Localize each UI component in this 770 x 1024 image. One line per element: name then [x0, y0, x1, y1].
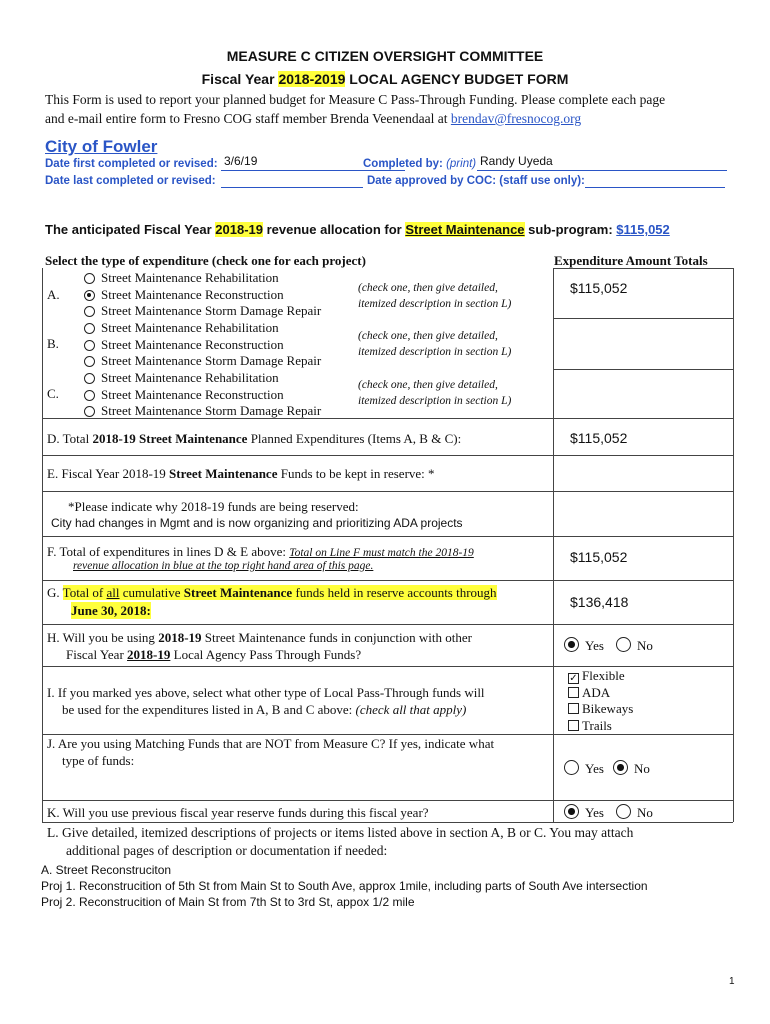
- row-k-label: K. Will you use previous fiscal year reserve funds during this fiscal year?: [47, 805, 429, 820]
- radio-icon[interactable]: [564, 760, 579, 775]
- radio-icon[interactable]: [84, 323, 95, 334]
- option-rehabilitation[interactable]: Street Maintenance Rehabilitation: [84, 370, 321, 387]
- radio-icon[interactable]: [84, 406, 95, 417]
- group-a-letter: A.: [47, 287, 60, 302]
- form-title: MEASURE C CITIZEN OVERSIGHT COMMITTEE: [226, 48, 544, 64]
- group-c-note: (check one, then give detailed, itemized description in section L): [358, 379, 512, 407]
- expenditure-type-header: Select the type of expenditure (check one for each project): [45, 253, 366, 268]
- row-h-yes[interactable]: Yes: [564, 637, 604, 654]
- radio-selected-icon[interactable]: [613, 760, 628, 775]
- row-f-note: revenue allocation in blue at the top right hand area of this page.: [73, 560, 374, 572]
- row-h-no[interactable]: No: [616, 637, 653, 654]
- table-right-border: [733, 268, 734, 822]
- reserve-note: *Please indicate why 2018-19 funds are being reserved:: [68, 499, 359, 514]
- option-reconstruction[interactable]: Street Maintenance Reconstruction: [84, 387, 321, 404]
- description-line: Proj 2. Reconstrucition of Main St from 7th St to 3rd St, appox 1/2 mile: [41, 895, 415, 909]
- row-f-label: F. Total of expenditures in lines D & E above: Total on Line F must match the 2018-19: [47, 544, 474, 559]
- radio-selected-icon[interactable]: [84, 290, 95, 301]
- column-divider: [553, 268, 554, 822]
- row-h-label: H. Will you be using 2018-19 Street Maintenance funds in conjunction with other Fiscal Year 2018-19 Local Agency Pass Through Funds?: [47, 630, 472, 662]
- radio-selected-icon[interactable]: [564, 637, 579, 652]
- checkbox-icon[interactable]: [568, 720, 579, 731]
- radio-icon[interactable]: [84, 373, 95, 384]
- group-c-letter: C.: [47, 386, 59, 401]
- row-i-checkboxes: [568, 668, 633, 734]
- option-rehabilitation[interactable]: Street Maintenance Rehabilitation: [84, 270, 321, 287]
- check-ada[interactable]: ADA: [568, 685, 633, 702]
- option-storm-damage[interactable]: Street Maintenance Storm Damage Repair: [84, 303, 321, 320]
- description-line: A. Street Reconstruciton: [41, 863, 172, 877]
- radio-icon[interactable]: [84, 390, 95, 401]
- checkbox-checked-icon[interactable]: ✓: [569, 673, 578, 684]
- option-storm-damage[interactable]: Street Maintenance Storm Damage Repair: [84, 353, 321, 370]
- radio-icon[interactable]: [84, 340, 95, 351]
- row-g-date: June 30, 2018:: [71, 603, 151, 618]
- check-trails[interactable]: Trails: [568, 718, 633, 735]
- row-g-amount[interactable]: $136,418: [570, 594, 629, 610]
- group-c-options: [84, 370, 321, 420]
- radio-icon[interactable]: [84, 306, 95, 317]
- description-line: Proj 1. Reconstrucition of 5th St from Main St to South Ave, approx 1mile, including parts of South Ave intersection: [41, 879, 648, 893]
- radio-icon[interactable]: [84, 273, 95, 284]
- date-last-field[interactable]: [221, 173, 363, 188]
- row-d-label: D. Total 2018-19 Street Maintenance Planned Expenditures (Items A, B & C):: [47, 431, 462, 446]
- group-b-options: [84, 320, 321, 370]
- completed-by-label: Completed by: (print): [363, 158, 477, 170]
- city-name: City of Fowler: [45, 137, 158, 156]
- reserve-answer[interactable]: City had changes in Mgmt and is now organizing and prioritizing ADA projects: [51, 516, 463, 530]
- date-approved-field[interactable]: [585, 173, 725, 188]
- group-a-note: (check one, then give detailed, itemized description in section L): [358, 282, 512, 310]
- radio-icon[interactable]: [616, 637, 631, 652]
- checkbox-icon[interactable]: [568, 687, 579, 698]
- email-link[interactable]: brendav@fresnocog.org: [450, 111, 582, 126]
- radio-icon[interactable]: [616, 804, 631, 819]
- group-a-options: [84, 270, 321, 320]
- radio-icon[interactable]: [84, 356, 95, 367]
- row-g-label: G. Total of all cumulative Street Maintenance funds held in reserve accounts through: [47, 585, 497, 600]
- form-subtitle: Fiscal Year 2018-2019 LOCAL AGENCY BUDGET FORM: [201, 71, 569, 87]
- section-l-description[interactable]: [41, 862, 648, 910]
- option-reconstruction[interactable]: Street Maintenance Reconstruction: [84, 337, 321, 354]
- option-reconstruction[interactable]: Street Maintenance Reconstruction: [84, 287, 321, 304]
- group-a-amount[interactable]: $115,052: [570, 280, 628, 296]
- row-j-yes[interactable]: Yes: [564, 760, 604, 777]
- completed-by-field[interactable]: Randy Uyeda: [477, 156, 727, 171]
- page-number: 1: [729, 976, 735, 987]
- check-bikeways[interactable]: Bikeways: [568, 701, 633, 718]
- option-rehabilitation[interactable]: Street Maintenance Rehabilitation: [84, 320, 321, 337]
- radio-selected-icon[interactable]: [564, 804, 579, 819]
- group-b-letter: B.: [47, 336, 59, 351]
- table-left-border: [42, 268, 43, 822]
- row-j-no[interactable]: No: [613, 760, 650, 777]
- row-e-label: E. Fiscal Year 2018-19 Street Maintenance Funds to be kept in reserve: *: [47, 466, 435, 481]
- checkbox-icon[interactable]: [568, 703, 579, 714]
- option-storm-damage[interactable]: Street Maintenance Storm Damage Repair: [84, 403, 321, 420]
- revenue-allocation: The anticipated Fiscal Year 2018-19 revenue allocation for Street Maintenance sub-program: $115,052: [45, 222, 670, 237]
- row-k-yes[interactable]: Yes: [564, 804, 604, 821]
- amount-totals-header: Expenditure Amount Totals: [554, 253, 708, 268]
- intro-text: This Form is used to report your planned budget for Measure C Pass-Through Funding. Please complete each page and e-mail entire form to Fresno COG staff member Brenda Veenendaal at brendav@fresnocog.org: [45, 92, 666, 126]
- row-f-amount[interactable]: $115,052: [570, 549, 628, 565]
- section-l-instructions: L. Give detailed, itemized descriptions of projects or items listed above in section A, B or C. You may attach additional pages of description or documentation if needed:: [47, 825, 634, 858]
- row-k-no[interactable]: No: [616, 804, 653, 821]
- row-i-label: I. If you marked yes above, select what other type of Local Pass-Through funds will be used for the expenditures listed in A, B and C above: (check all that apply): [47, 685, 485, 717]
- group-b-note: (check one, then give detailed, itemized description in section L): [358, 330, 512, 358]
- row-d-amount[interactable]: $115,052: [570, 430, 628, 446]
- date-first-field[interactable]: 3/6/19: [221, 156, 405, 171]
- date-first-row: Date first completed or revised: 3/6/19 Completed by: (print) Randy Uyeda: [45, 156, 735, 172]
- check-flexible[interactable]: ✓ Flexible: [569, 668, 625, 684]
- date-last-row: Date last completed or revised: Date approved by COC: (staff use only):: [45, 173, 735, 189]
- row-j-label: J. Are you using Matching Funds that are NOT from Measure C? If yes, indicate what type of funds:: [47, 736, 495, 768]
